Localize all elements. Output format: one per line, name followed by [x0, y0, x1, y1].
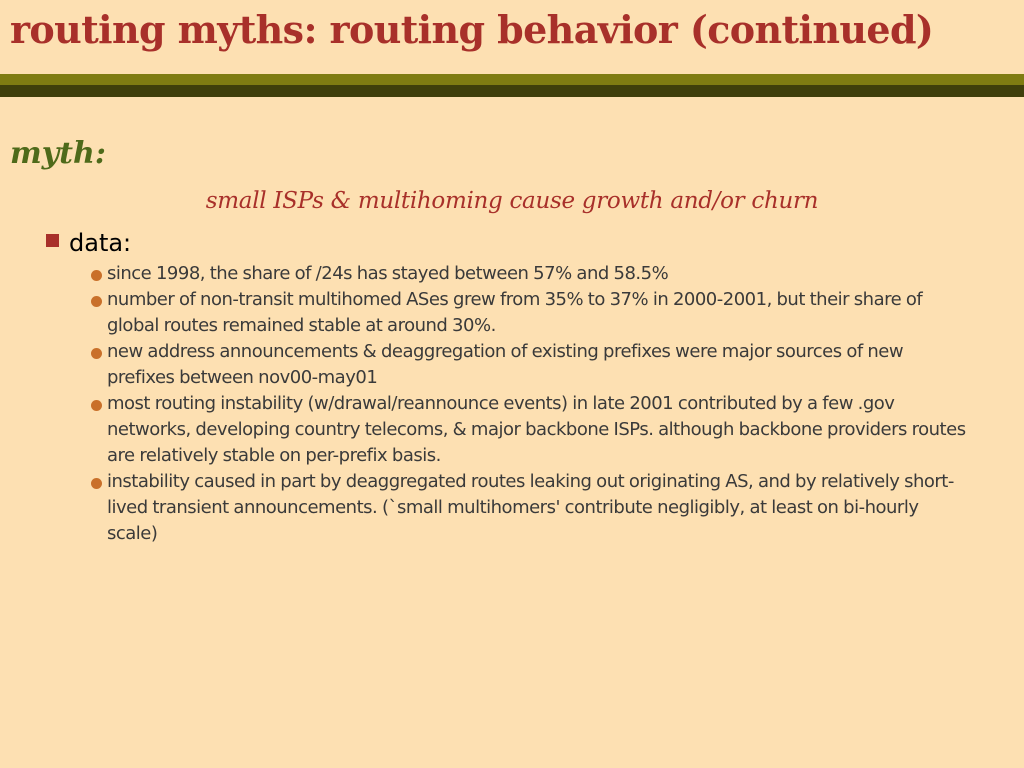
slide-title: routing myths: routing behavior (continued) [10, 7, 934, 52]
dot-bullet-icon [91, 400, 102, 411]
square-bullet-icon [46, 234, 59, 247]
list-item [89, 469, 969, 547]
data-label: data: [69, 229, 132, 257]
bullet-text: instability caused in part by deaggregated routes leaking out originating AS, and by relatively short-lived transient announcements. (`small multihomers' contribute negligibly, at least on bi-hourly scale) [107, 471, 954, 544]
myth-label: myth: [10, 136, 106, 171]
list-item [89, 287, 969, 339]
bullet-text: most routing instability (w/drawal/reannounce events) in late 2001 contributed by a few .gov networks, developing country telecoms, & major backbone ISPs. although backbone providers routes are relatively stable on per-prefix basis. [107, 393, 966, 466]
myth-statement: small ISPs & multihoming cause growth and/or churn [205, 188, 819, 214]
title-rule-light [0, 74, 1024, 85]
bullet-text: since 1998, the share of /24s has stayed between 57% and 58.5% [107, 263, 669, 284]
bullet-text: number of non-transit multihomed ASes grew from 35% to 37% in 2000-2001, but their share of global routes remained stable at around 30%. [107, 289, 923, 336]
list-item [89, 261, 969, 287]
dot-bullet-icon [91, 348, 102, 359]
dot-bullet-icon [91, 478, 102, 489]
list-item [89, 339, 969, 391]
dot-bullet-icon [91, 270, 102, 281]
data-bullet-list [89, 261, 969, 547]
list-item [89, 391, 969, 469]
title-rule-dark [0, 85, 1024, 97]
bullet-text: new address announcements & deaggregation of existing prefixes were major sources of new prefixes between nov00-may01 [107, 341, 904, 388]
data-heading [46, 226, 131, 260]
dot-bullet-icon [91, 296, 102, 307]
